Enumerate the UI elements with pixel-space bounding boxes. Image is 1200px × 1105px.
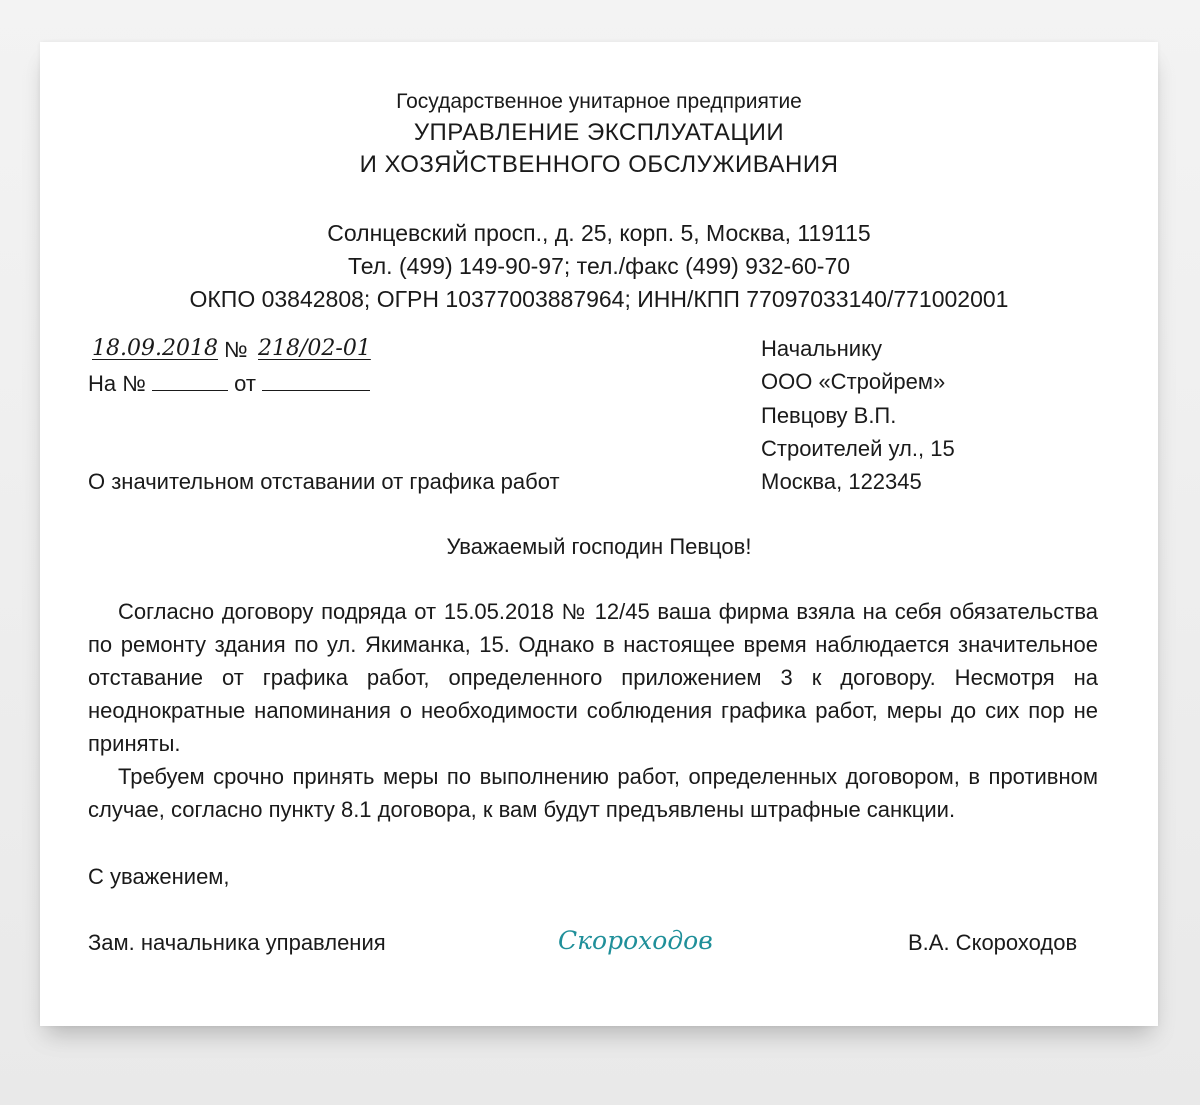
number-label: № <box>224 337 248 362</box>
letter-date: 18.09.2018 <box>92 336 218 361</box>
closing: С уважением, <box>88 864 230 889</box>
recipient-line1: Начальнику <box>761 336 882 361</box>
org-name-line2: И ХОЗЯЙСТВЕННОГО ОБСЛУЖИВАНИЯ <box>359 151 839 178</box>
org-codes: ОКПО 03842808; ОГРН 10377003887964; ИНН/КПП 77097033140/771002001 <box>189 286 1009 312</box>
handwritten-signature: Скороходов <box>558 926 713 955</box>
letter-subject: О значительном отставании от графика работ <box>88 469 560 494</box>
recipient-line2: ООО «Стройрем» <box>761 369 946 394</box>
letter-sheet <box>40 42 1158 1026</box>
letter-number: 218/02-01 <box>258 336 371 361</box>
body-paragraph-1: Согласно договору подряда от 15.05.2018 № 12/45 ваша фирма взяла на себя обязательства по ремонту здания по ул. Якиманка, 15. Однако в настоящее время наблюдается значительное отставание от графика работ, определенного приложением 3 к договору. Несмотря на неоднократные напоминания о необходимости соблюдения графика работ, меры до сих пор не приняты. <box>88 599 1098 756</box>
org-name-line1: УПРАВЛЕНИЕ ЭКСПЛУАТАЦИИ <box>413 119 785 146</box>
signer-position: Зам. начальника управления <box>88 930 386 955</box>
org-address: Солнцевский просп., д. 25, корп. 5, Москва, 119115 <box>327 220 871 246</box>
letter-body <box>88 595 1098 826</box>
signer-name: В.А. Скороходов <box>908 930 1078 955</box>
from-label: от <box>234 371 256 396</box>
reply-number-blank <box>152 370 228 391</box>
body-paragraph-2: Требуем срочно принять меры по выполнению работ, определенных договором, в противном случае, согласно пункту 8.1 договора, к вам будут предъявлены штрафные санкции. <box>88 764 1098 822</box>
org-phones: Тел. (499) 149-90-97; тел./факс (499) 932-60-70 <box>347 253 851 279</box>
recipient-line5: Москва, 122345 <box>761 469 922 494</box>
reply-to-line <box>88 370 370 397</box>
salutation: Уважаемый господин Певцов! <box>446 534 752 559</box>
recipient-line3: Певцову В.П. <box>761 403 897 428</box>
reply-date-blank <box>262 370 370 391</box>
recipient-line4: Строителей ул., 15 <box>761 436 955 461</box>
reply-label: На № <box>88 371 146 396</box>
org-type: Государственное унитарное предприятие <box>396 90 802 113</box>
